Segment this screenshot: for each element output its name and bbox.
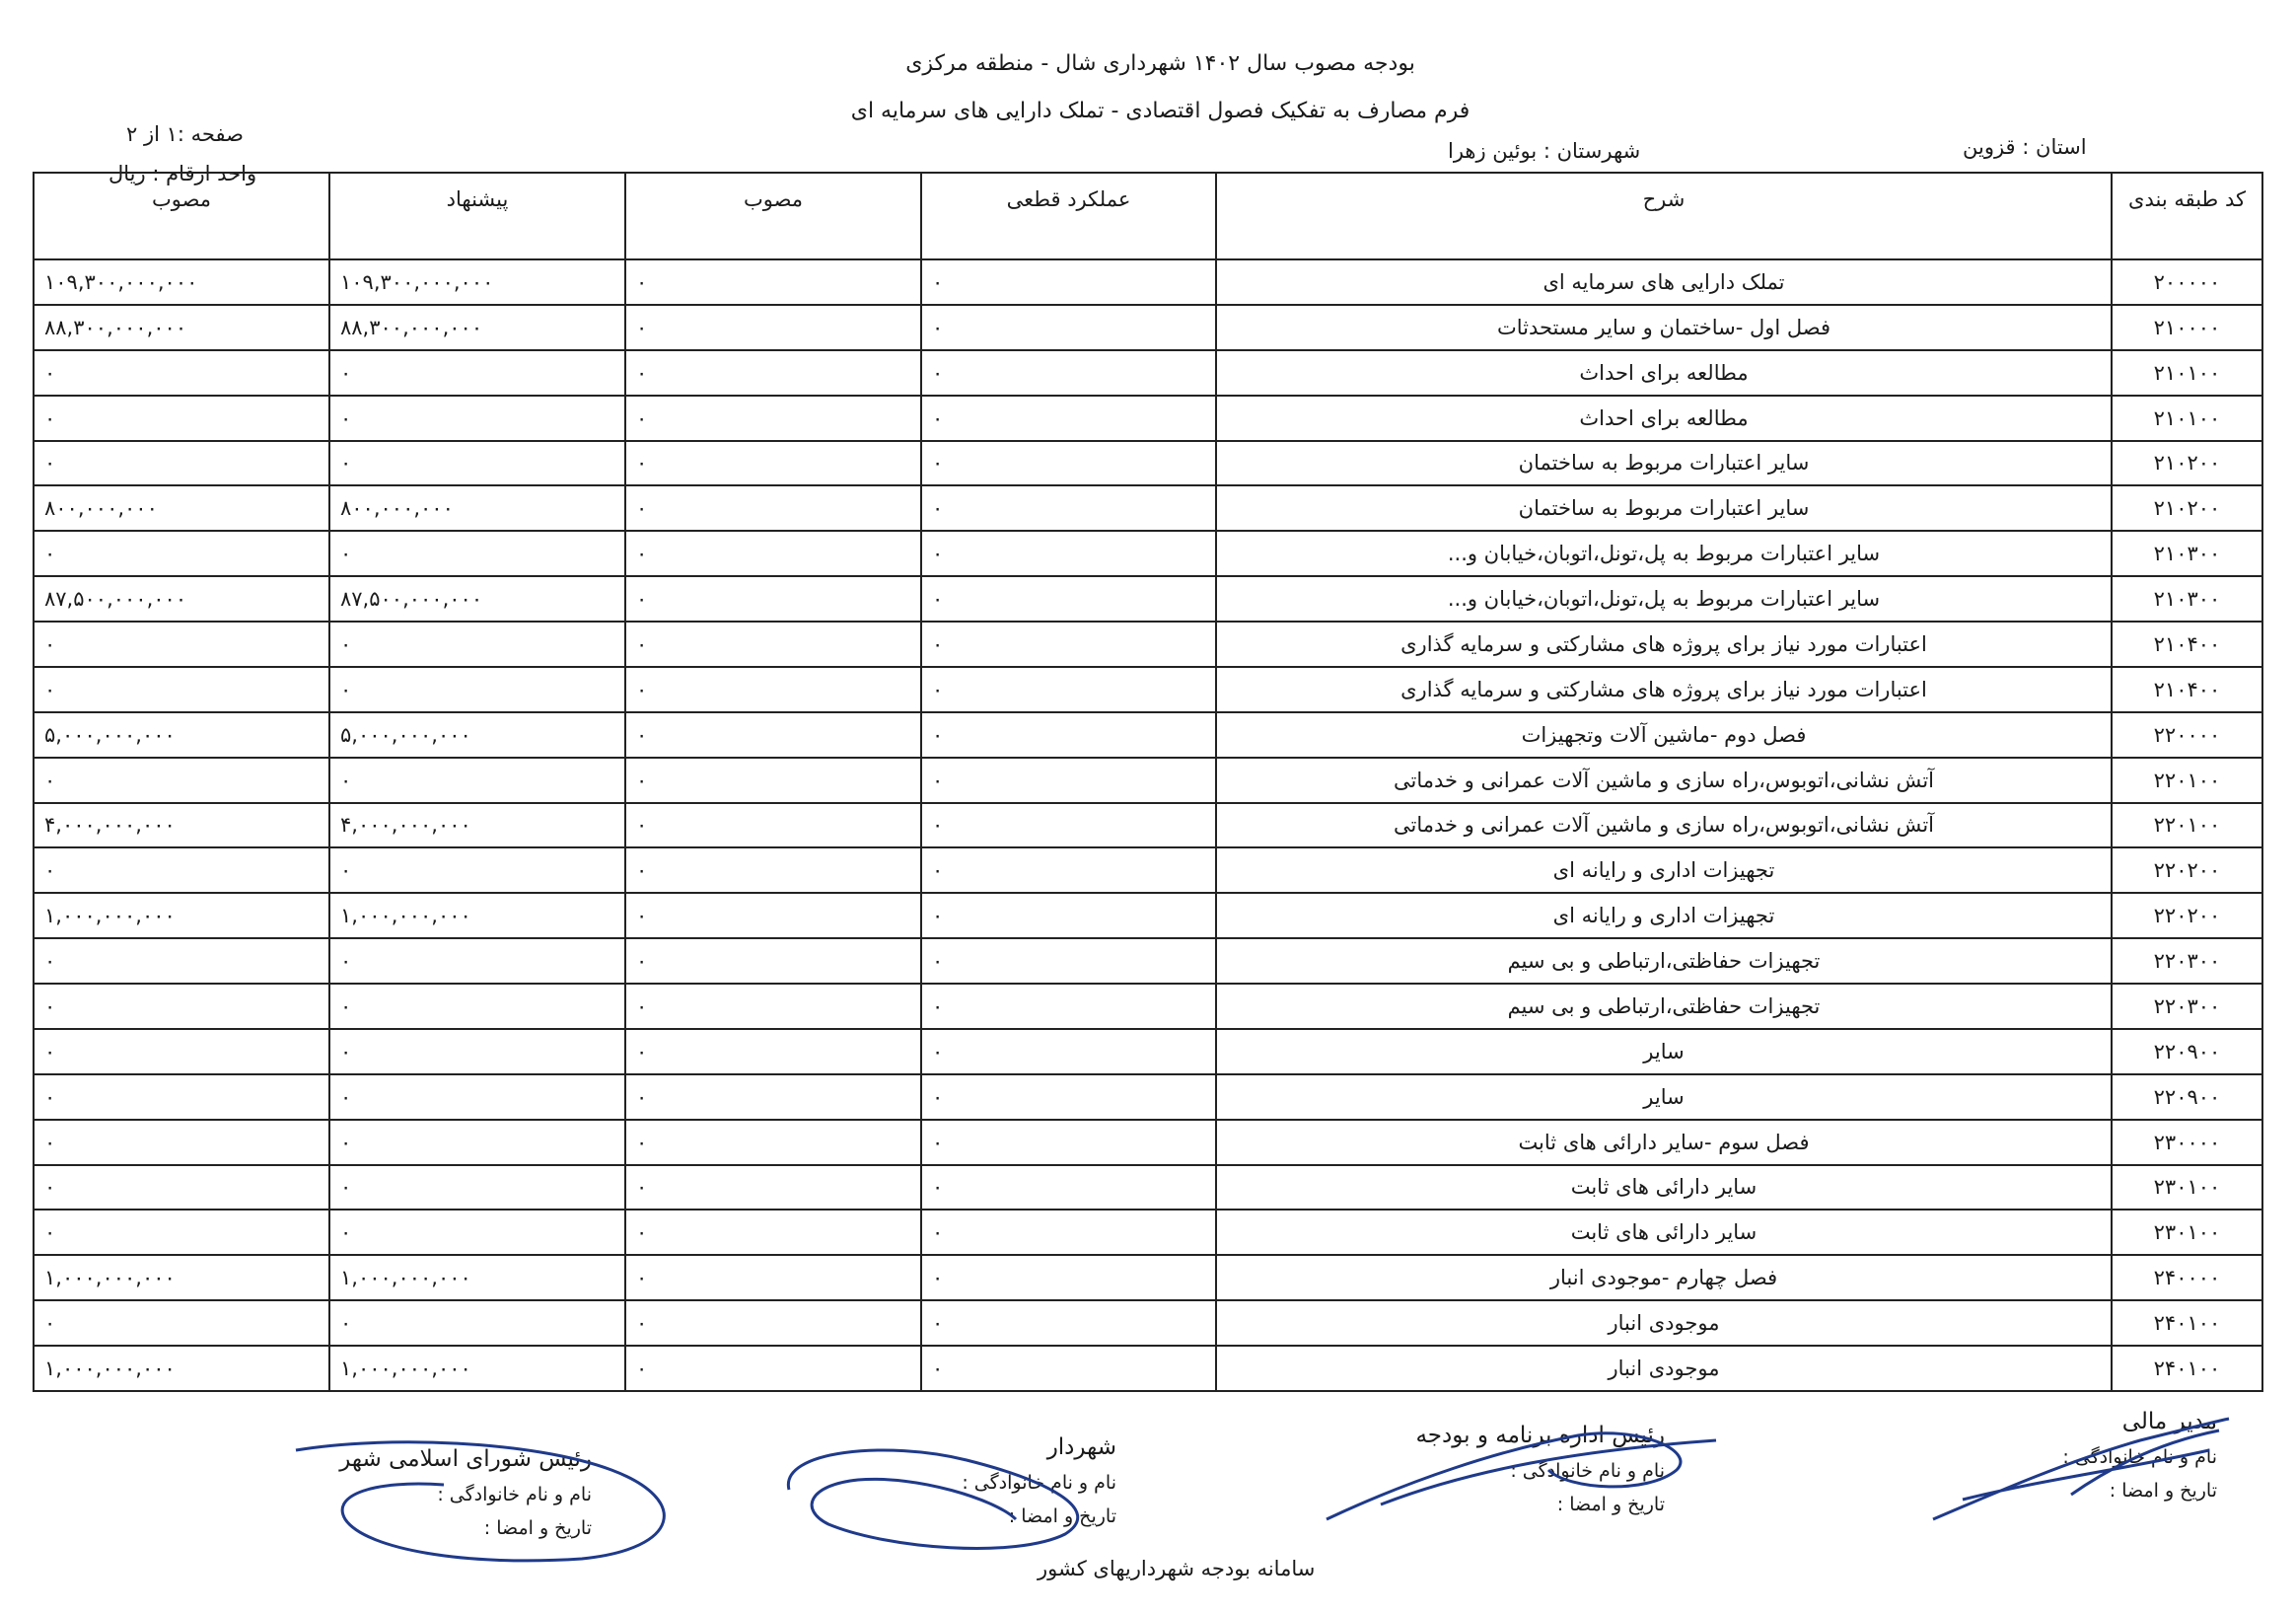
row-proposed: ۰	[329, 396, 625, 441]
signature-name-line: نام و نام خانوادگی :	[437, 1484, 592, 1505]
signature-date-line: تاریخ و امضا :	[2109, 1480, 2217, 1502]
column-header-approved-previous: مصوب	[625, 173, 921, 259]
row-proposed: ۱,۰۰۰,۰۰۰,۰۰۰	[329, 1346, 625, 1391]
row-approved-previous: ۰	[625, 531, 921, 576]
row-approved: ۰	[34, 847, 329, 893]
row-description: سایر دارائی های ثابت	[1216, 1165, 2112, 1210]
row-description: سایر	[1216, 1074, 2112, 1120]
signature-date-line: تاریخ و امضا :	[483, 1517, 592, 1539]
row-actual: ۰	[921, 1029, 1216, 1074]
row-code: ۲۲۰۲۰۰	[2112, 847, 2262, 893]
signature-role: شهردار	[1046, 1434, 1116, 1460]
row-description: موجودی انبار	[1216, 1300, 2112, 1346]
row-description: سایر	[1216, 1029, 2112, 1074]
row-approved: ۰	[34, 1029, 329, 1074]
row-approved: ۰	[34, 350, 329, 396]
unit-label: واحد ارقام : ریال	[108, 162, 257, 185]
row-code: ۲۴۰۰۰۰	[2112, 1255, 2262, 1300]
row-approved-previous: ۰	[625, 1300, 921, 1346]
handwritten-signature-finance	[1923, 1401, 2239, 1549]
table-row	[34, 1165, 2262, 1210]
row-actual: ۰	[921, 441, 1216, 486]
row-code: ۲۴۰۱۰۰	[2112, 1346, 2262, 1391]
row-proposed: ۰	[329, 441, 625, 486]
document-subtitle: فرم مصارف به تفکیک فصول اقتصادی - تملک دارایی های سرمایه ای	[850, 99, 1471, 123]
row-code: ۲۱۰۰۰۰	[2112, 305, 2262, 350]
row-proposed: ۰	[329, 1165, 625, 1210]
row-actual: ۰	[921, 1255, 1216, 1300]
row-approved-previous: ۰	[625, 1120, 921, 1165]
row-approved-previous: ۰	[625, 622, 921, 667]
table-row	[34, 622, 2262, 667]
row-approved-previous: ۰	[625, 1074, 921, 1120]
row-actual: ۰	[921, 576, 1216, 622]
footer-system-name: سامانه بودجه شهرداریهای کشور	[1038, 1557, 1316, 1580]
row-approved: ۵,۰۰۰,۰۰۰,۰۰۰	[34, 712, 329, 758]
row-description: سایر اعتبارات مربوط به پل،تونل،اتوبان،خیابان و...	[1216, 576, 2112, 622]
row-proposed: ۰	[329, 847, 625, 893]
row-code: ۲۱۰۲۰۰	[2112, 441, 2262, 486]
handwritten-signature-mayor	[769, 1431, 1124, 1559]
row-proposed: ۰	[329, 984, 625, 1029]
row-approved: ۰	[34, 622, 329, 667]
table-row	[34, 938, 2262, 984]
row-proposed: ۰	[329, 1074, 625, 1120]
row-proposed: ۴,۰۰۰,۰۰۰,۰۰۰	[329, 803, 625, 848]
table-row	[34, 485, 2262, 531]
row-approved-previous: ۰	[625, 1029, 921, 1074]
row-proposed: ۰	[329, 758, 625, 803]
row-actual: ۰	[921, 485, 1216, 531]
row-description: فصل چهارم -موجودی انبار	[1216, 1255, 2112, 1300]
row-actual: ۰	[921, 803, 1216, 848]
row-code: ۲۴۰۱۰۰	[2112, 1300, 2262, 1346]
page-number: صفحه :۱ از ۲	[126, 122, 244, 146]
row-code: ۲۱۰۲۰۰	[2112, 485, 2262, 531]
row-description: سایر اعتبارات مربوط به پل،تونل،اتوبان،خیابان و...	[1216, 531, 2112, 576]
row-proposed: ۰	[329, 1300, 625, 1346]
row-approved: ۰	[34, 667, 329, 712]
row-description: فصل اول -ساختمان و سایر مستحدثات	[1216, 305, 2112, 350]
row-approved-previous: ۰	[625, 305, 921, 350]
row-actual: ۰	[921, 758, 1216, 803]
row-approved-previous: ۰	[625, 396, 921, 441]
row-description: اعتبارات مورد نیاز برای پروژه های مشارکتی و سرمایه گذاری	[1216, 667, 2112, 712]
table-row	[34, 1300, 2262, 1346]
row-proposed: ۰	[329, 667, 625, 712]
document-title: بودجه مصوب سال ۱۴۰۲ شهرداری شال - منطقه مرکزی	[905, 51, 1415, 76]
row-approved-previous: ۰	[625, 803, 921, 848]
row-approved: ۰	[34, 441, 329, 486]
row-approved: ۰	[34, 1074, 329, 1120]
row-approved: ۱,۰۰۰,۰۰۰,۰۰۰	[34, 1255, 329, 1300]
table-header-row	[34, 173, 2262, 259]
row-proposed: ۰	[329, 350, 625, 396]
row-approved: ۰	[34, 1165, 329, 1210]
row-approved: ۰	[34, 396, 329, 441]
row-actual: ۰	[921, 1074, 1216, 1120]
row-proposed: ۸۰۰,۰۰۰,۰۰۰	[329, 485, 625, 531]
table-row	[34, 1346, 2262, 1391]
row-proposed: ۵,۰۰۰,۰۰۰,۰۰۰	[329, 712, 625, 758]
row-approved-previous: ۰	[625, 938, 921, 984]
row-approved: ۰	[34, 531, 329, 576]
table-row	[34, 847, 2262, 893]
row-code: ۲۲۰۰۰۰	[2112, 712, 2262, 758]
row-actual: ۰	[921, 1210, 1216, 1255]
row-proposed: ۰	[329, 938, 625, 984]
row-code: ۲۲۰۱۰۰	[2112, 803, 2262, 848]
table-row	[34, 1210, 2262, 1255]
row-approved-previous: ۰	[625, 1210, 921, 1255]
row-description: تجهیزات حفاظتی،ارتباطی و بی سیم	[1216, 984, 2112, 1029]
row-code: ۲۰۰۰۰۰	[2112, 259, 2262, 305]
signature-role: مدیر مالی	[2121, 1409, 2217, 1434]
row-description: سایر اعتبارات مربوط به ساختمان	[1216, 441, 2112, 486]
row-actual: ۰	[921, 305, 1216, 350]
row-approved: ۰	[34, 758, 329, 803]
row-approved-previous: ۰	[625, 576, 921, 622]
row-proposed: ۱,۰۰۰,۰۰۰,۰۰۰	[329, 1255, 625, 1300]
row-code: ۲۱۰۳۰۰	[2112, 531, 2262, 576]
row-code: ۲۳۰۱۰۰	[2112, 1210, 2262, 1255]
table-row	[34, 350, 2262, 396]
row-approved-previous: ۰	[625, 350, 921, 396]
row-code: ۲۲۰۳۰۰	[2112, 938, 2262, 984]
row-approved: ۱۰۹,۳۰۰,۰۰۰,۰۰۰	[34, 259, 329, 305]
row-proposed: ۱۰۹,۳۰۰,۰۰۰,۰۰۰	[329, 259, 625, 305]
row-proposed: ۰	[329, 622, 625, 667]
row-description: فصل سوم -سایر دارائی های ثابت	[1216, 1120, 2112, 1165]
row-actual: ۰	[921, 1165, 1216, 1210]
row-code: ۲۱۰۳۰۰	[2112, 576, 2262, 622]
table-row	[34, 396, 2262, 441]
row-approved: ۸۰۰,۰۰۰,۰۰۰	[34, 485, 329, 531]
signature-name-line: نام و نام خانوادگی :	[2062, 1446, 2217, 1468]
table-row	[34, 259, 2262, 305]
row-actual: ۰	[921, 712, 1216, 758]
row-description: اعتبارات مورد نیاز برای پروژه های مشارکتی و سرمایه گذاری	[1216, 622, 2112, 667]
row-proposed: ۸۷,۵۰۰,۰۰۰,۰۰۰	[329, 576, 625, 622]
table-row	[34, 441, 2262, 486]
row-actual: ۰	[921, 622, 1216, 667]
county-label: شهرستان : بوئین زهرا	[1448, 139, 1641, 163]
row-description: تجهیزات اداری و رایانه ای	[1216, 893, 2112, 938]
row-approved: ۰	[34, 984, 329, 1029]
row-approved-previous: ۰	[625, 1346, 921, 1391]
handwritten-signature-council	[286, 1431, 700, 1569]
row-code: ۲۳۰۱۰۰	[2112, 1165, 2262, 1210]
signature-name-line: نام و نام خانوادگی :	[1510, 1460, 1665, 1482]
table-row	[34, 1029, 2262, 1074]
row-proposed: ۰	[329, 531, 625, 576]
row-description: تجهیزات اداری و رایانه ای	[1216, 847, 2112, 893]
row-code: ۲۲۰۳۰۰	[2112, 984, 2262, 1029]
column-header-actual: عملکرد قطعی	[921, 173, 1216, 259]
signature-role: رئیس اداره برنامه و بودجه	[1415, 1423, 1665, 1448]
column-header-proposed: پیشنهاد	[329, 173, 625, 259]
row-code: ۲۲۰۲۰۰	[2112, 893, 2262, 938]
row-description: سایر اعتبارات مربوط به ساختمان	[1216, 485, 2112, 531]
province-label: استان : قزوین	[1963, 135, 2087, 159]
row-approved: ۰	[34, 938, 329, 984]
row-proposed: ۰	[329, 1210, 625, 1255]
table-row	[34, 667, 2262, 712]
signature-role: رئیس شورای اسلامی شهر	[339, 1446, 592, 1472]
row-approved-previous: ۰	[625, 667, 921, 712]
row-actual: ۰	[921, 938, 1216, 984]
row-actual: ۰	[921, 531, 1216, 576]
row-actual: ۰	[921, 667, 1216, 712]
row-actual: ۰	[921, 1120, 1216, 1165]
table-row	[34, 893, 2262, 938]
row-proposed: ۰	[329, 1029, 625, 1074]
column-header-code: کد طبقه بندی	[2112, 173, 2262, 259]
row-actual: ۰	[921, 984, 1216, 1029]
row-approved: ۸۸,۳۰۰,۰۰۰,۰۰۰	[34, 305, 329, 350]
row-approved-previous: ۰	[625, 847, 921, 893]
signature-date-line: تاریخ و امضا :	[1556, 1494, 1665, 1515]
column-header-approved: مصوب	[34, 173, 329, 259]
row-approved: ۰	[34, 1210, 329, 1255]
row-description: مطالعه برای احداث	[1216, 396, 2112, 441]
row-approved-previous: ۰	[625, 1255, 921, 1300]
budget-table	[33, 172, 2263, 1392]
signature-date-line: تاریخ و امضا :	[1008, 1505, 1116, 1527]
row-actual: ۰	[921, 1346, 1216, 1391]
row-actual: ۰	[921, 259, 1216, 305]
row-approved-previous: ۰	[625, 893, 921, 938]
table-row	[34, 531, 2262, 576]
table-row	[34, 758, 2262, 803]
row-description: سایر دارائی های ثابت	[1216, 1210, 2112, 1255]
row-approved-previous: ۰	[625, 485, 921, 531]
row-proposed: ۱,۰۰۰,۰۰۰,۰۰۰	[329, 893, 625, 938]
row-proposed: ۰	[329, 1120, 625, 1165]
row-approved-previous: ۰	[625, 758, 921, 803]
table-row	[34, 305, 2262, 350]
row-description: آتش نشانی،اتوبوس،راه سازی و ماشین آلات عمرانی و خدماتی	[1216, 758, 2112, 803]
row-approved-previous: ۰	[625, 259, 921, 305]
row-actual: ۰	[921, 396, 1216, 441]
row-actual: ۰	[921, 1300, 1216, 1346]
table-row	[34, 1255, 2262, 1300]
row-actual: ۰	[921, 350, 1216, 396]
table-row	[34, 1120, 2262, 1165]
row-approved-previous: ۰	[625, 984, 921, 1029]
table-row	[34, 803, 2262, 848]
row-code: ۲۳۰۰۰۰	[2112, 1120, 2262, 1165]
row-code: ۲۲۰۹۰۰	[2112, 1074, 2262, 1120]
row-approved: ۴,۰۰۰,۰۰۰,۰۰۰	[34, 803, 329, 848]
row-approved: ۱,۰۰۰,۰۰۰,۰۰۰	[34, 893, 329, 938]
row-approved-previous: ۰	[625, 1165, 921, 1210]
row-description: فصل دوم -ماشین آلات وتجهیزات	[1216, 712, 2112, 758]
row-approved: ۸۷,۵۰۰,۰۰۰,۰۰۰	[34, 576, 329, 622]
row-approved: ۱,۰۰۰,۰۰۰,۰۰۰	[34, 1346, 329, 1391]
row-approved: ۰	[34, 1300, 329, 1346]
row-code: ۲۲۰۱۰۰	[2112, 758, 2262, 803]
table-row	[34, 984, 2262, 1029]
row-description: تملک دارایی های سرمایه ای	[1216, 259, 2112, 305]
column-header-description: شرح	[1216, 173, 2112, 259]
row-code: ۲۱۰۴۰۰	[2112, 622, 2262, 667]
row-code: ۲۱۰۱۰۰	[2112, 396, 2262, 441]
row-code: ۲۱۰۴۰۰	[2112, 667, 2262, 712]
row-actual: ۰	[921, 893, 1216, 938]
row-approved: ۰	[34, 1120, 329, 1165]
row-description: آتش نشانی،اتوبوس،راه سازی و ماشین آلات عمرانی و خدماتی	[1216, 803, 2112, 848]
row-description: تجهیزات حفاظتی،ارتباطی و بی سیم	[1216, 938, 2112, 984]
signature-name-line: نام و نام خانوادگی :	[962, 1472, 1116, 1494]
row-code: ۲۲۰۹۰۰	[2112, 1029, 2262, 1074]
table-row	[34, 576, 2262, 622]
row-approved-previous: ۰	[625, 712, 921, 758]
handwritten-signature-budget	[1322, 1411, 1736, 1529]
row-approved-previous: ۰	[625, 441, 921, 486]
row-code: ۲۱۰۱۰۰	[2112, 350, 2262, 396]
row-proposed: ۸۸,۳۰۰,۰۰۰,۰۰۰	[329, 305, 625, 350]
table-row	[34, 712, 2262, 758]
row-description: مطالعه برای احداث	[1216, 350, 2112, 396]
table-row	[34, 1074, 2262, 1120]
row-actual: ۰	[921, 847, 1216, 893]
row-description: موجودی انبار	[1216, 1346, 2112, 1391]
